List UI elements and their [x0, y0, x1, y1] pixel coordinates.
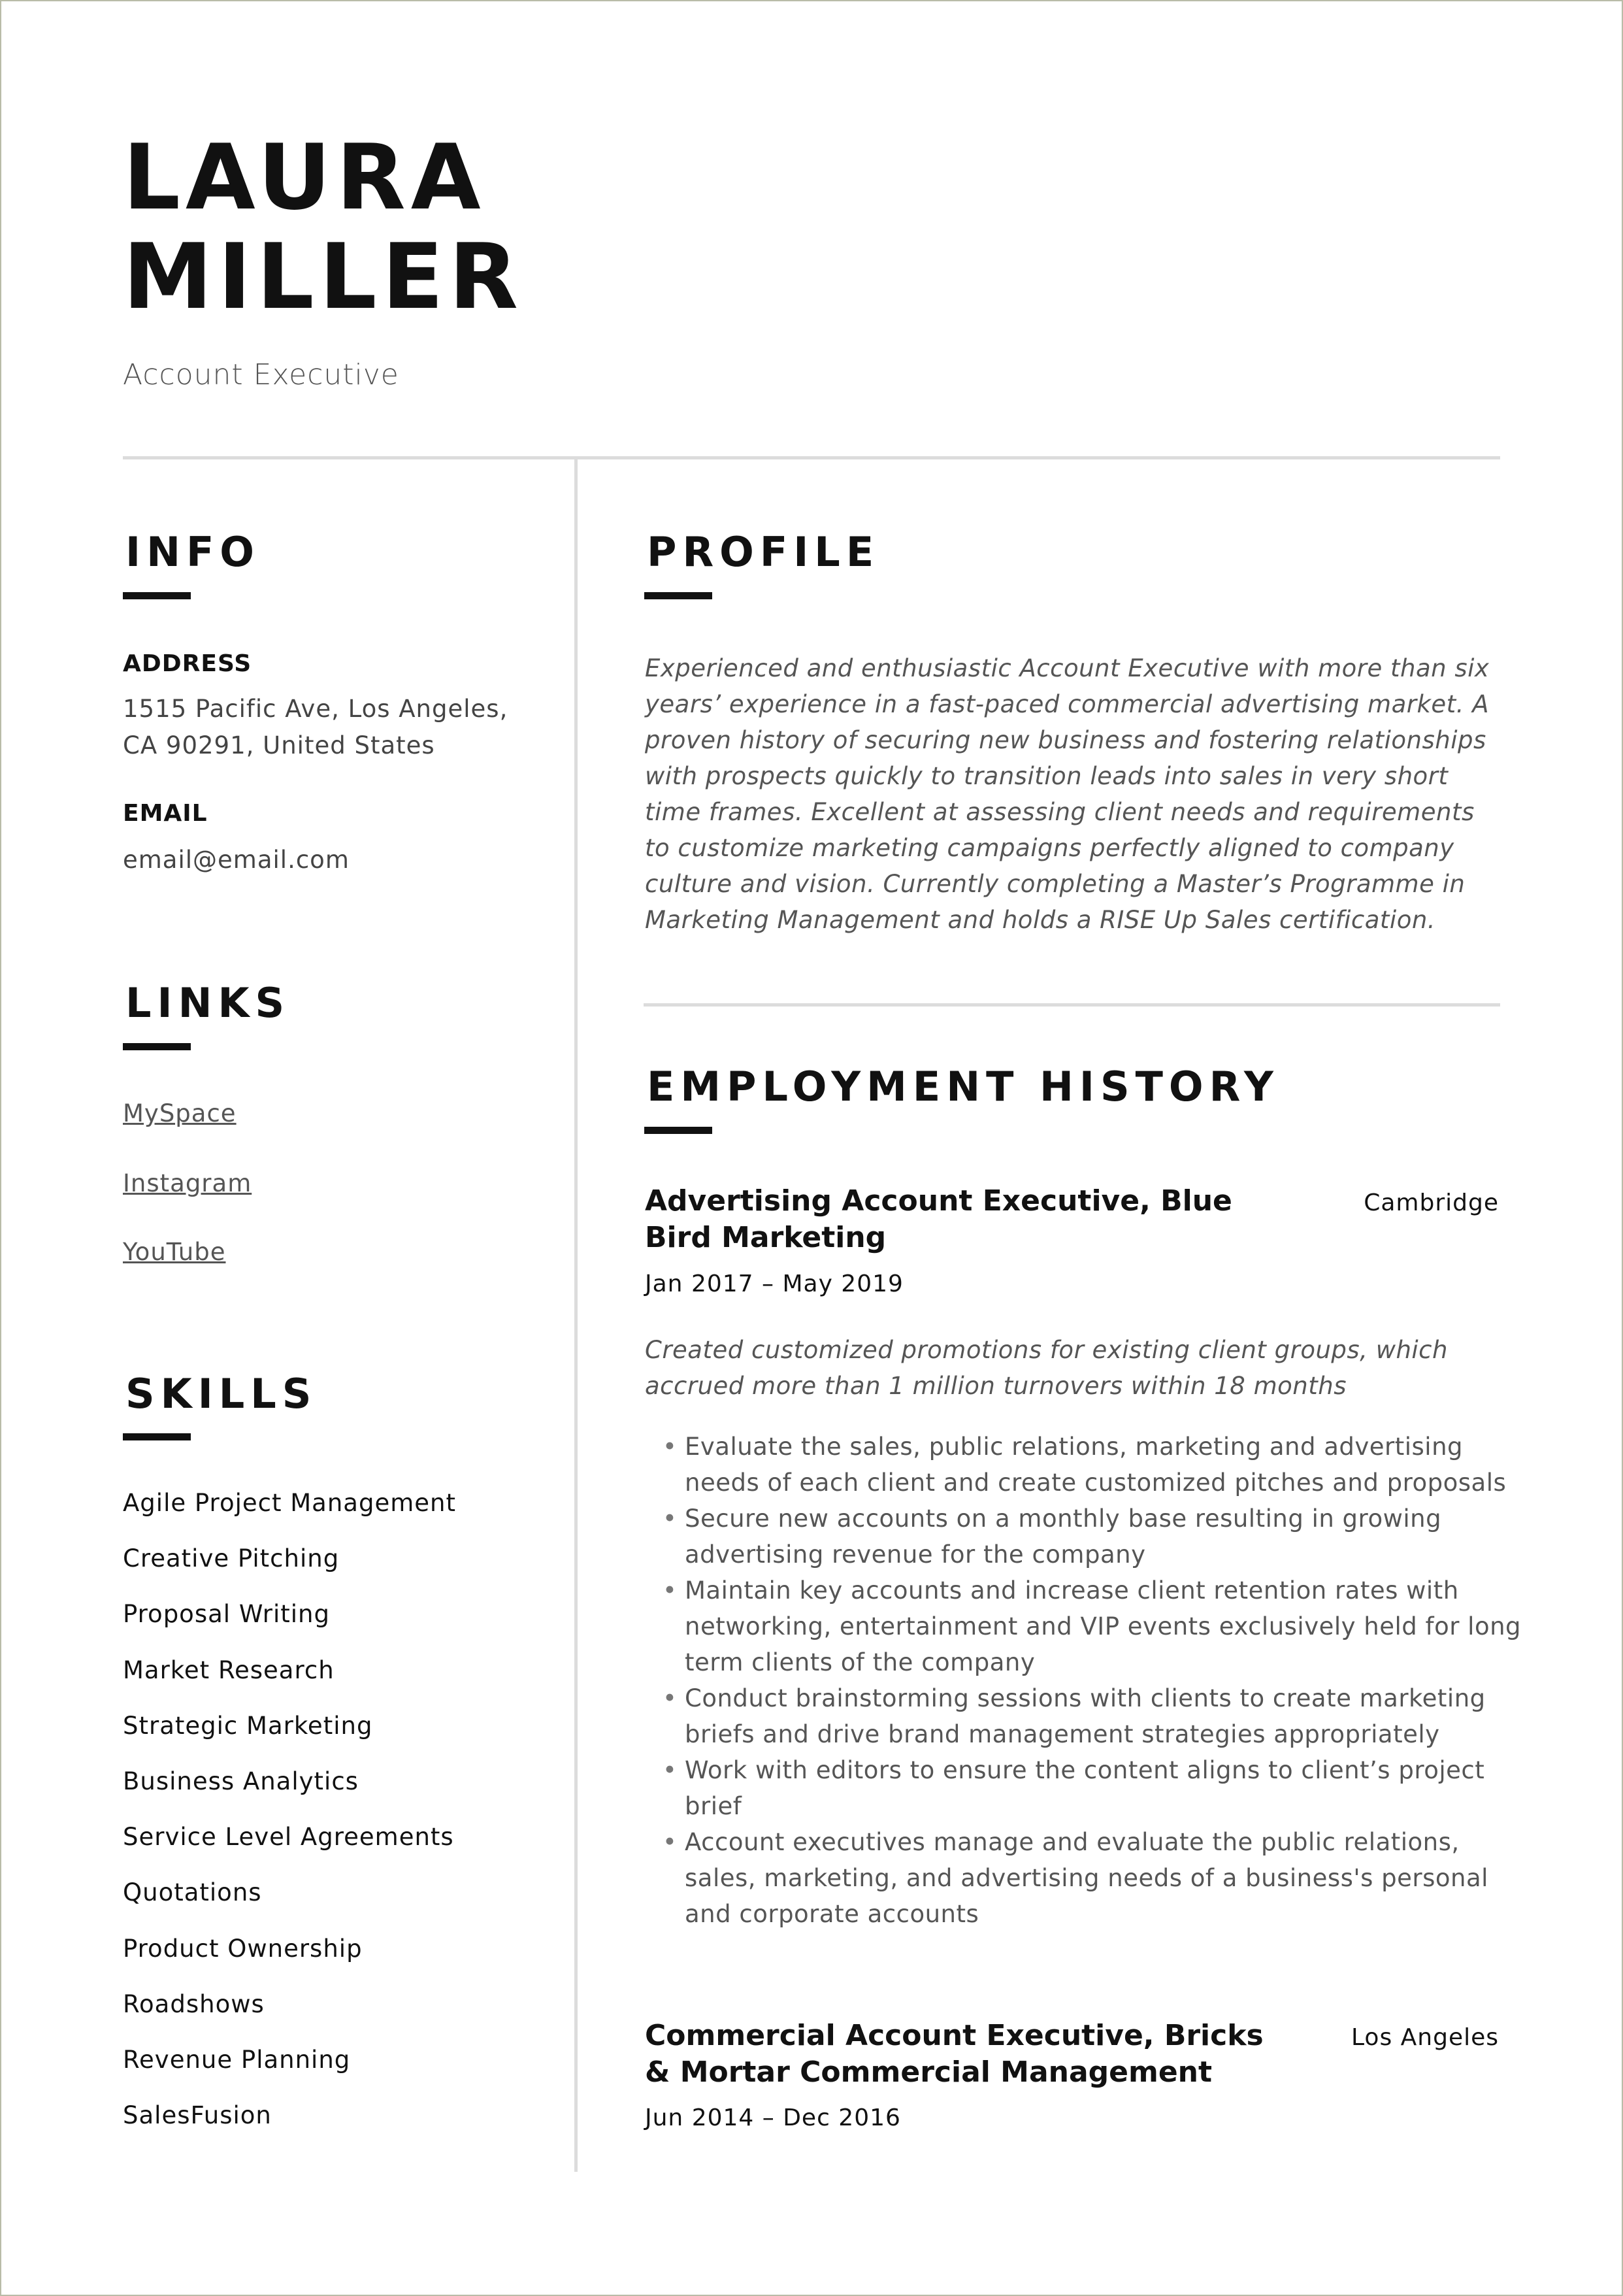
job-1-bullet: • Evaluate the sales, public relations, marketing and advertising needs of each client and create customized pitches and proposals — [685, 1429, 1534, 1501]
skill-item: Business Analytics — [123, 1767, 359, 1795]
job-1-bullet: • Secure new accounts on a monthly base resulting in growing advertising revenue for the company — [685, 1501, 1534, 1572]
first-name: LAURA — [123, 125, 486, 230]
candidate-name — [123, 125, 524, 329]
skills-title-underline — [123, 1433, 191, 1440]
skills-section-title: SKILLS — [125, 1370, 318, 1418]
skill-item: Proposal Writing — [123, 1600, 330, 1629]
skill-item: SalesFusion — [123, 2101, 272, 2130]
job-1-bullet: • Conduct brainstorming sessions with clients to create marketing briefs and drive brand management strategies appropriately — [685, 1680, 1534, 1752]
employment-section-title: EMPLOYMENT HISTORY — [647, 1063, 1279, 1110]
skill-item: Quotations — [123, 1878, 262, 1907]
job-2-title: Commercial Account Executive, Bricks & Mortar Commercial Management — [645, 2019, 1264, 2089]
job-1-title: Advertising Account Executive, Blue Bird Marketing — [645, 1184, 1232, 1254]
job-2-dates: Jun 2014 – Dec 2016 — [645, 2105, 901, 2131]
email-value: email@email.com — [123, 846, 350, 874]
profile-title-underline — [644, 592, 712, 599]
skill-item: Product Ownership — [123, 1934, 363, 1963]
employment-title-underline — [644, 1127, 712, 1134]
info-section-title: INFO — [125, 528, 261, 576]
last-name: MILLER — [123, 224, 524, 329]
column-divider — [574, 459, 578, 2172]
job-1-bullets — [653, 1429, 1534, 1932]
address-value — [123, 691, 508, 764]
skill-item: Roadshows — [123, 1989, 265, 2018]
job-1-summary: Created customized promotions for existing client groups, which accrued more than 1 million turnovers within 18 months — [645, 1336, 1448, 1400]
skill-item: Agile Project Management — [123, 1489, 456, 1517]
address-label: ADDRESS — [123, 650, 252, 677]
email-label: EMAIL — [123, 800, 208, 827]
links-section-title: LINKS — [125, 979, 291, 1027]
address-line-1: 1515 Pacific Ave, Los Angeles, — [123, 695, 508, 723]
profile-divider — [644, 1003, 1500, 1007]
skill-item: Revenue Planning — [123, 2045, 351, 2074]
link-myspace[interactable]: MySpace — [123, 1099, 237, 1127]
link-instagram[interactable]: Instagram — [123, 1169, 252, 1197]
job-1-bullet: • Account executives manage and evaluate the public relations, sales, marketing, and advertising needs of a business's personal and corporate accounts — [685, 1824, 1534, 1932]
skill-item: Creative Pitching — [123, 1544, 340, 1573]
link-youtube[interactable]: YouTube — [123, 1238, 226, 1266]
skill-item: Market Research — [123, 1655, 335, 1684]
profile-summary: Experienced and enthusiastic Account Executive with more than six years’ experience in a fast-paced commercial advertising market. A proven history of securing new business and fostering relationships with prospects quickly to transition leads into sales in very short time frames. Excellent at assessing client needs and requirements to customize marketing campaigns perfectly aligned to company culture and vision. Currently completing a Master’s Programme in Marketing Management and holds a RISE Up Sales certification. — [645, 654, 1490, 934]
job-title: Account Executive — [123, 358, 399, 391]
profile-section-title: PROFILE — [647, 528, 880, 576]
job-1-bullet: • Work with editors to ensure the content aligns to client’s project brief — [685, 1752, 1534, 1824]
job-2-city: Los Angeles — [1351, 2024, 1499, 2051]
header-divider — [123, 456, 1500, 459]
skill-item: Strategic Marketing — [123, 1711, 373, 1740]
job-1-city: Cambridge — [1364, 1190, 1499, 1216]
skills-list — [123, 1489, 456, 2157]
links-title-underline — [123, 1043, 191, 1050]
skill-item: Service Level Agreements — [123, 1823, 454, 1852]
address-line-2: CA 90291, United States — [123, 731, 435, 759]
info-title-underline — [123, 592, 191, 599]
job-1-dates: Jan 2017 – May 2019 — [645, 1271, 904, 1297]
job-1-bullet: • Maintain key accounts and increase client retention rates with networking, entertainment and VIP events exclusively held for long term clients of the company — [685, 1572, 1534, 1680]
